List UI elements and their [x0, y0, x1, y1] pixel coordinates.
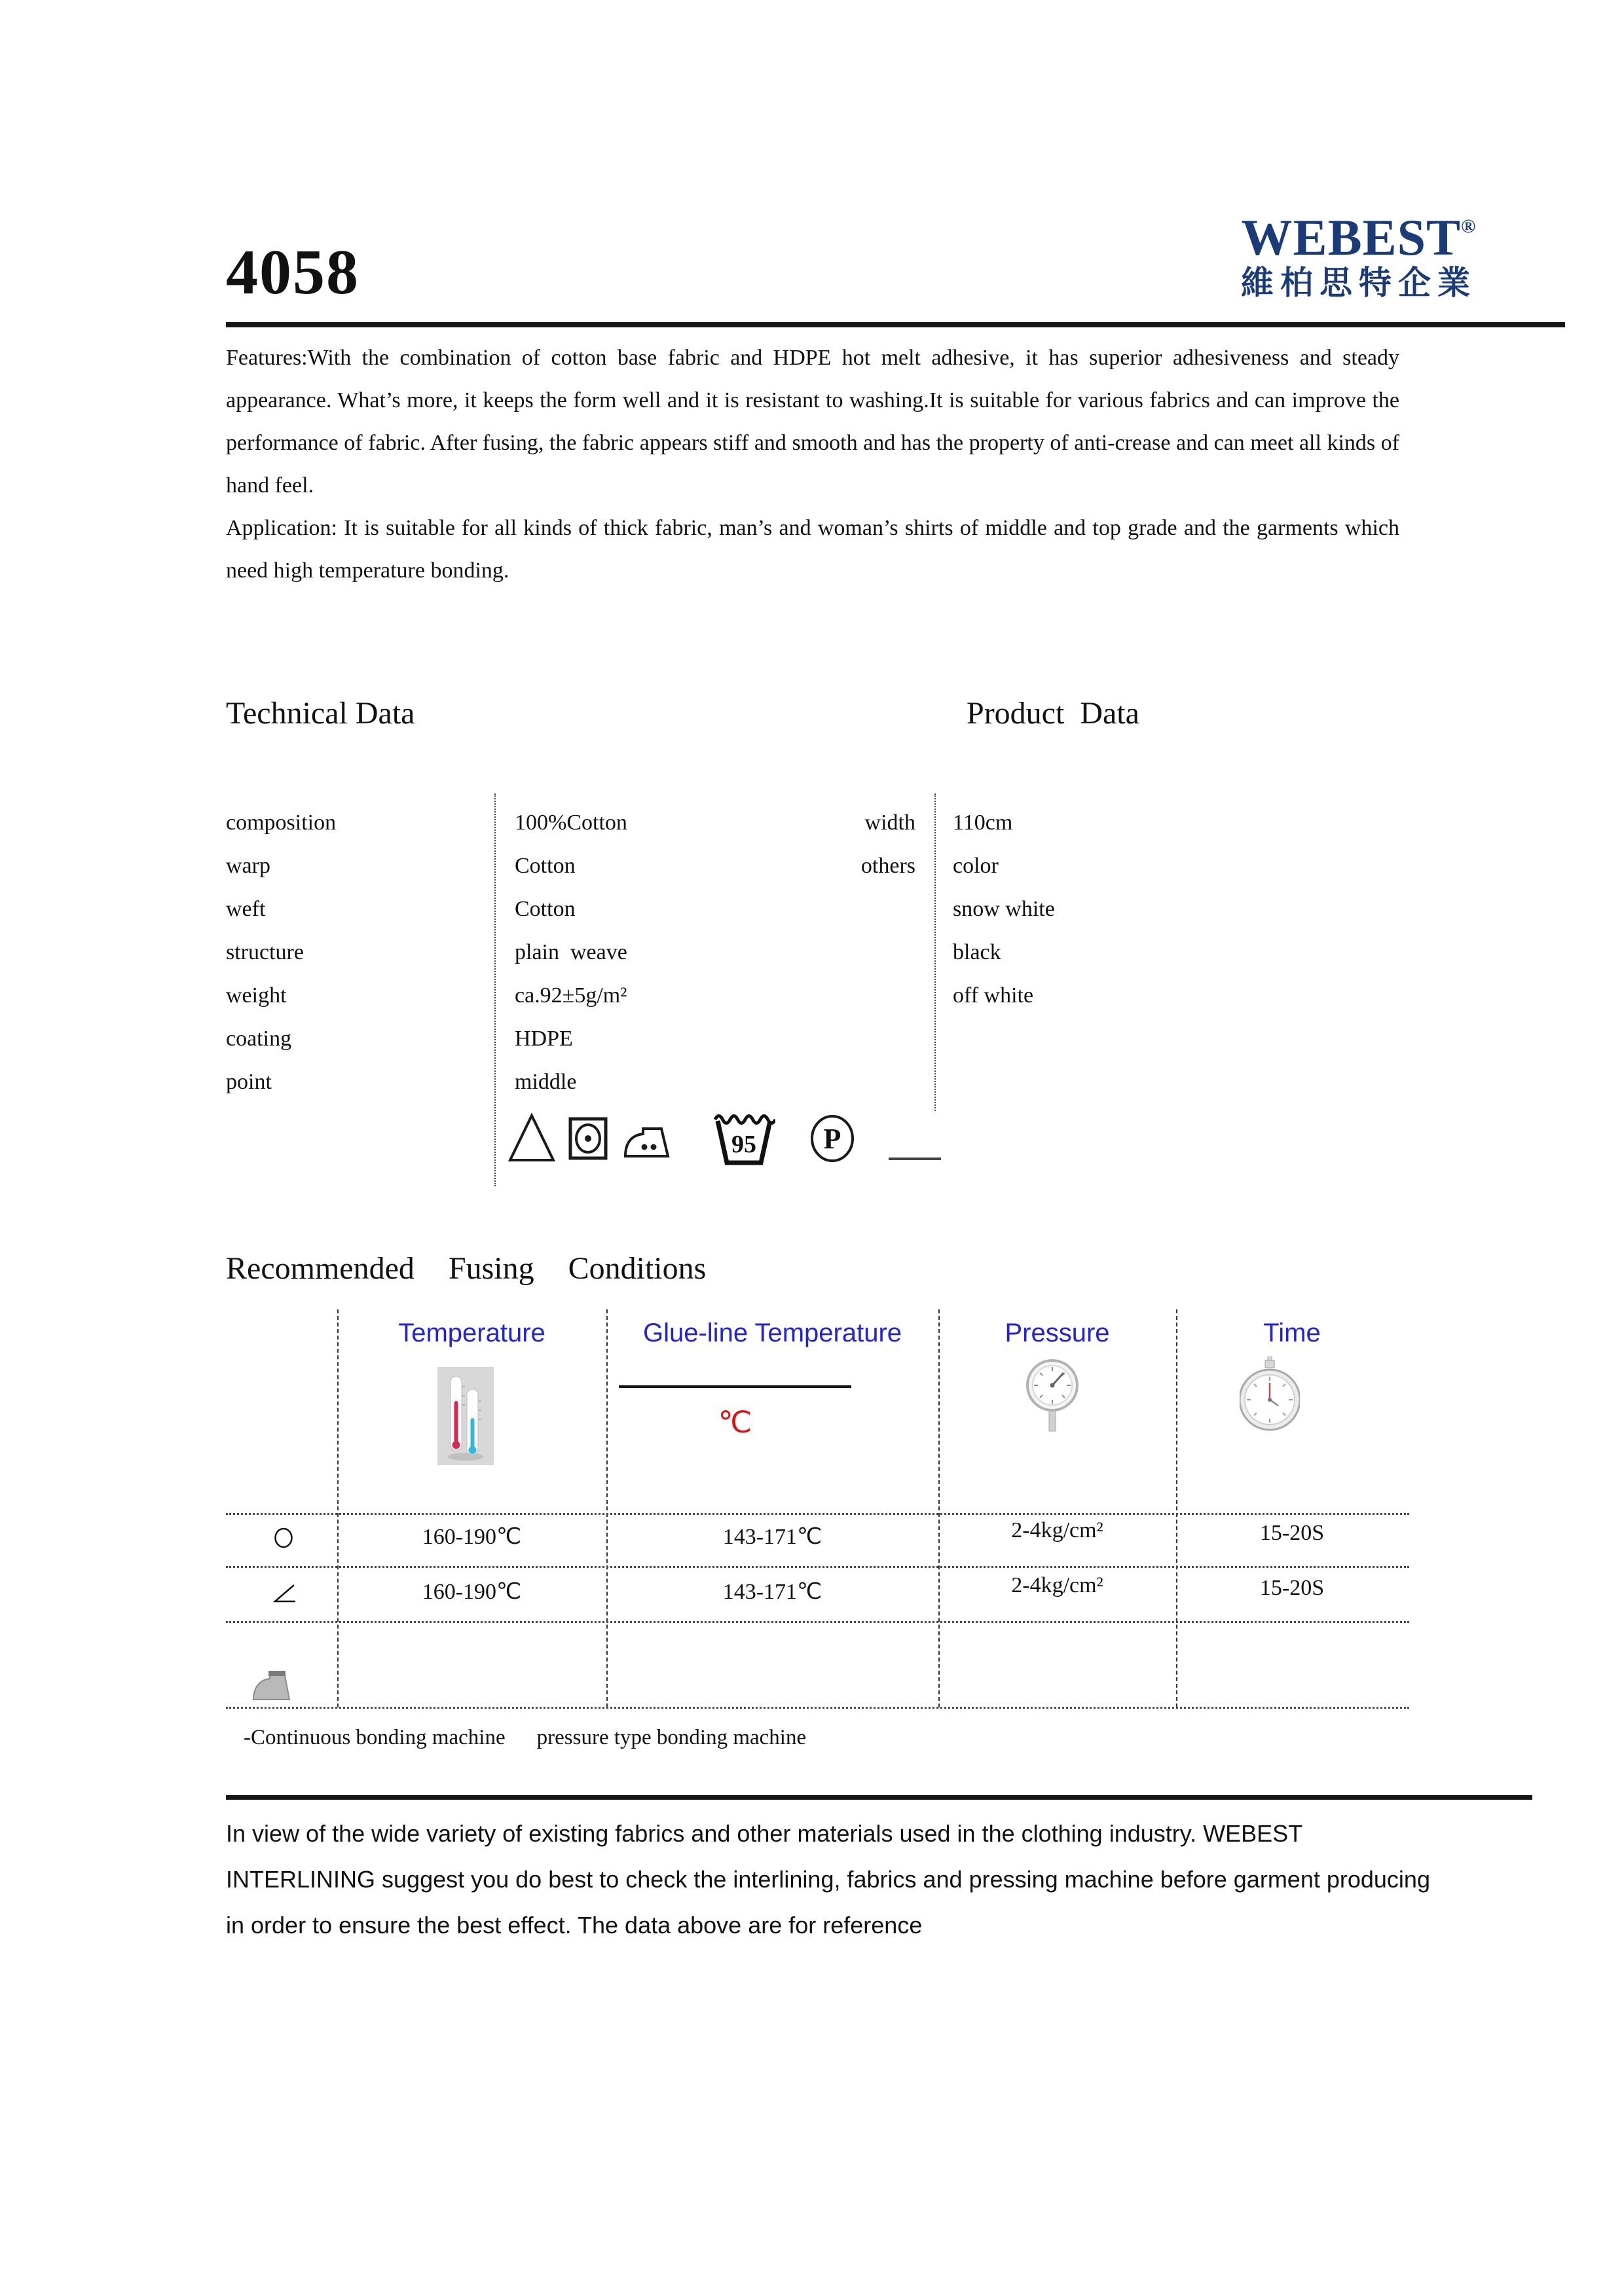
- side-label-width: width: [864, 811, 915, 835]
- fusing-row-divider: [226, 1513, 1409, 1515]
- tech-table-divider-left: [494, 793, 496, 1186]
- fusing-row-divider: [226, 1707, 1409, 1709]
- product-side-labels: [753, 801, 915, 888]
- bleach-triangle-icon: [507, 1112, 556, 1167]
- celsius-unit-label: ℃: [718, 1406, 752, 1439]
- iron-machine-icon: [250, 1664, 292, 1707]
- footer-disclaimer: [226, 1811, 1490, 1948]
- fusing-cell-temperature: 160-190℃: [422, 1525, 522, 1549]
- footer-line: INTERLINING suggest you do best to check the interlining, fabrics and pressing machine before garment producing: [226, 1866, 1430, 1893]
- tech-value: 100%Cotton: [515, 811, 627, 835]
- logo-wordmark: [1215, 200, 1503, 264]
- footer-line: In view of the wide variety of existing fabrics and other materials used in the clothing industry. WEBEST: [226, 1820, 1303, 1847]
- tech-value: Cotton: [515, 897, 576, 921]
- fusing-cell-pressure: 2-4kg/cm²: [1011, 1573, 1103, 1597]
- tech-table-divider-right: [934, 793, 936, 1111]
- tumble-dry-icon: [568, 1117, 608, 1163]
- fusing-col-divider: [337, 1309, 339, 1707]
- fusing-header-time: Time: [1263, 1319, 1321, 1347]
- tech-value: plain weave: [515, 940, 627, 964]
- tech-value: HDPE: [515, 1027, 573, 1051]
- company-logo: [1215, 200, 1503, 302]
- thermometer-icon: [437, 1367, 494, 1468]
- tech-label: point: [226, 1070, 272, 1094]
- tech-label: composition: [226, 811, 337, 835]
- fusing-cell-glue-line: 143-171℃: [722, 1580, 822, 1604]
- fusing-row-divider: [226, 1621, 1409, 1623]
- fusing-cell-time: 15-20S: [1259, 1521, 1325, 1545]
- technical-values-column: [515, 801, 627, 1104]
- fusing-col-divider: [1176, 1309, 1177, 1707]
- stopwatch-icon: [1240, 1357, 1300, 1436]
- tech-label: structure: [226, 940, 304, 964]
- intro-text: [226, 337, 1399, 592]
- application-paragraph: Application: It is suitable for all kinds of thick fabric, man’s and woman’s shirts of middle and top grade and the garments which need high temperature bonding.: [226, 516, 1399, 583]
- features-paragraph: Features:With the combination of cotton base fabric and HDPE hot melt adhesive, it has superior adhesiveness and steady appearance. What’s more, it keeps the form well and it is resistant to washing.It is suitable for various fabrics and can improve the performance of fabric. After fusing, the fabric appears stiff and smooth and has the property of anti-crease and can meet all kinds of hand feel.: [226, 346, 1399, 498]
- tech-label: weight: [226, 983, 287, 1008]
- product-value: off white: [953, 983, 1034, 1008]
- dry-clean-p-icon: [809, 1113, 856, 1167]
- fusing-header-glue-line: Glue-line Temperature: [642, 1319, 902, 1347]
- dryclean-letter: P: [823, 1123, 841, 1155]
- technical-labels-column: [226, 801, 336, 1104]
- fusing-cell-glue-line: 143-171℃: [722, 1525, 822, 1549]
- footer-line: in order to ensure the best effect. The data above are for reference: [226, 1912, 923, 1939]
- tech-label: weft: [226, 897, 266, 921]
- product-data-heading: Product Data: [967, 696, 1139, 731]
- fusing-row-divider: [226, 1566, 1409, 1568]
- side-label-others: others: [860, 854, 915, 878]
- fusing-cell-time: 15-20S: [1259, 1576, 1325, 1600]
- fusing-conditions-heading: Recommended Fusing Conditions: [226, 1251, 707, 1286]
- product-number-title: 4058: [226, 237, 360, 308]
- fusing-header-temperature: Temperature: [398, 1319, 545, 1347]
- wash-95-icon: [712, 1110, 775, 1170]
- logo-name: WEBEST: [1241, 209, 1462, 266]
- registered-mark: ®: [1461, 215, 1477, 237]
- technical-data-heading: Technical Data: [226, 696, 415, 731]
- tech-value: middle: [515, 1070, 577, 1094]
- continuous-bonding-icon: [274, 1527, 293, 1552]
- fusing-cell-pressure: 2-4kg/cm²: [1011, 1518, 1103, 1542]
- pressure-bonding-icon: [272, 1583, 297, 1607]
- product-value: 110cm: [953, 811, 1013, 835]
- product-value: black: [953, 940, 1001, 964]
- tech-label: warp: [226, 854, 270, 878]
- note-continuous: -Continuous bonding machine: [244, 1726, 506, 1749]
- header-rule: [226, 322, 1565, 327]
- product-value: color: [953, 854, 999, 878]
- tech-label: coating: [226, 1027, 292, 1051]
- tech-value: ca.92±5g/m²: [515, 983, 627, 1008]
- tech-value: Cotton: [515, 854, 576, 878]
- fusing-header-pressure: Pressure: [1005, 1319, 1110, 1347]
- note-pressure-type: pressure type bonding machine: [536, 1726, 807, 1749]
- logo-chinese-name: 維柏思特企業: [1241, 264, 1477, 302]
- care-line-icon: [889, 1157, 941, 1160]
- bonding-machine-note: [244, 1726, 806, 1750]
- fusing-cell-temperature: 160-190℃: [422, 1580, 522, 1604]
- glue-line-blank-rule: [619, 1385, 851, 1388]
- footer-rule: [226, 1795, 1532, 1800]
- fusing-col-divider: [606, 1309, 608, 1707]
- product-value: snow white: [953, 897, 1055, 921]
- pressure-gauge-icon: [1025, 1355, 1079, 1441]
- fusing-col-divider: [938, 1309, 940, 1707]
- wash-temperature-label: 95: [731, 1131, 756, 1158]
- iron-icon: [621, 1121, 672, 1163]
- product-values-column: [953, 801, 1055, 1017]
